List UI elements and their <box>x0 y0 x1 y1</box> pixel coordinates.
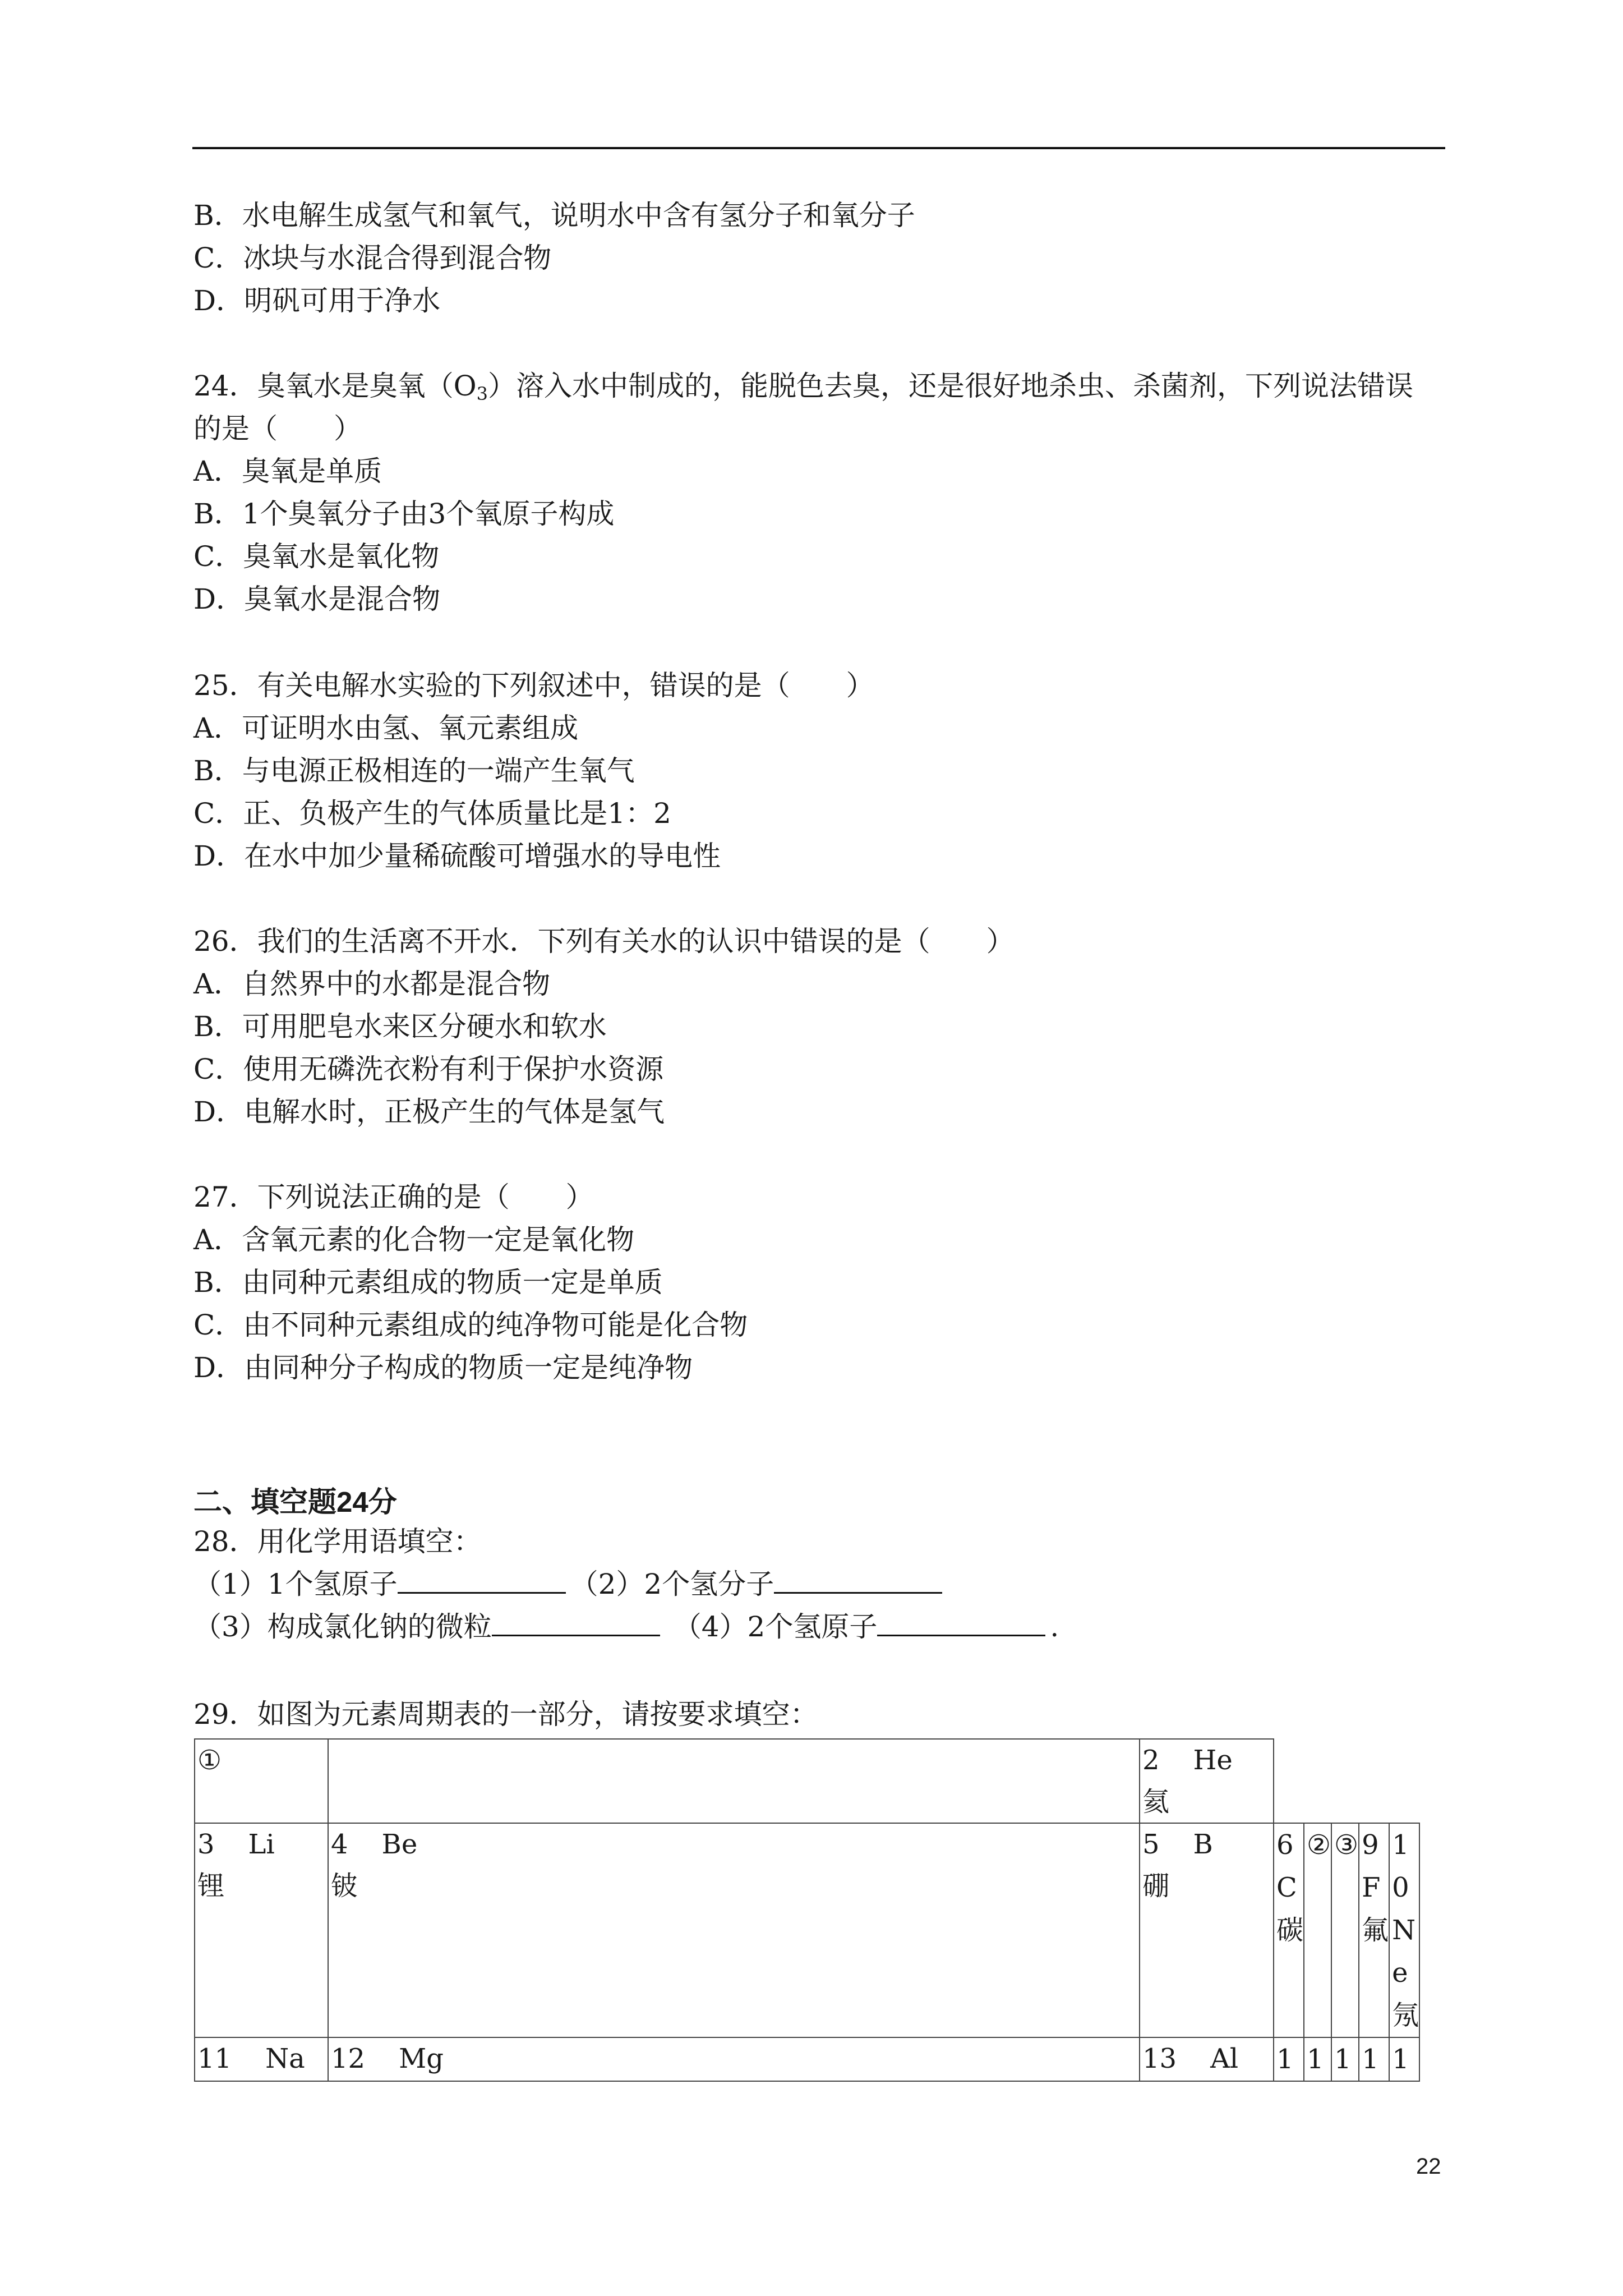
cell-truncated: 1 <box>1331 2037 1359 2081</box>
cell-truncated: 1 <box>1359 2037 1389 2081</box>
answer-blank[interactable] <box>398 1567 566 1594</box>
cell-f: 9F氟 <box>1359 1823 1389 2037</box>
option-b: B．由同种元素组成的物质一定是单质 <box>193 1266 663 1299</box>
cell-3: ③ <box>1331 1823 1359 2037</box>
option-c: C．正、负极产生的气体质量比是1：2 <box>193 797 671 830</box>
option-a: A．可证明水由氢、氧元素组成 <box>193 712 579 744</box>
option-d: D．由同种分子构成的物质一定是纯净物 <box>193 1351 693 1384</box>
table-row <box>195 2037 1419 2081</box>
cell-he: 2 He 氦 <box>1140 1739 1274 1823</box>
cell-al: 13 Al <box>1140 2037 1274 2081</box>
cell-ne: 10Ne氖 <box>1389 1823 1419 2037</box>
answer-blank[interactable] <box>492 1610 660 1636</box>
question-25 <box>193 664 874 877</box>
fill-line-2: （3）构成氯化钠的微粒 （4）2个氢原子 . <box>193 1611 1059 1643</box>
cell-truncated: 1 <box>1389 2037 1419 2081</box>
option-b: B．与电源正极相连的一端产生氧气 <box>193 754 635 787</box>
cell-mg: 12 Mg <box>328 2037 1140 2081</box>
fill-line-1: （1）1个氢原子 （2）2个氢分子 <box>193 1563 1059 1605</box>
cell-na: 11 Na <box>195 2037 328 2081</box>
question-stem-cont: 的是（ ） <box>193 412 362 445</box>
section-title: 二、填空题24分 <box>193 1486 397 1518</box>
question-stem: 27．下列说法正确的是（ ） <box>193 1181 594 1213</box>
option-a: A．含氧元素的化合物一定是氧化物 <box>193 1223 635 1256</box>
option-c: C．由不同种元素组成的纯净物可能是化合物 <box>193 1309 748 1341</box>
option-c: C．冰块与水混合得到混合物 <box>193 242 552 274</box>
option-b: B．水电解生成氢气和氧气，说明水中含有氢分子和氧分子 <box>193 199 915 232</box>
cell-c: 6C碳 <box>1274 1823 1304 2037</box>
cell-empty <box>328 1739 1140 1823</box>
cell-b: 5 B 硼 <box>1140 1823 1274 2037</box>
option-d: D．在水中加少量稀硫酸可增强水的导电性 <box>193 840 721 872</box>
table-row <box>195 1739 1419 1823</box>
cell-truncated: 1 <box>1274 2037 1304 2081</box>
header-rule <box>192 147 1445 149</box>
question-24 <box>193 365 1413 620</box>
option-d: D．明矾可用于净水 <box>193 284 441 317</box>
page-number: 22 <box>1416 2154 1441 2179</box>
option-a: A．自然界中的水都是混合物 <box>193 968 551 1000</box>
question-stem: 28．用化学用语填空： <box>193 1525 482 1558</box>
table-row <box>195 1823 1419 2037</box>
cell-1: ① <box>195 1739 328 1823</box>
answer-blank[interactable] <box>774 1567 942 1594</box>
question-27 <box>193 1176 748 1389</box>
option-a: A．臭氧是单质 <box>193 455 382 487</box>
question-29-stem: 29．如图为元素周期表的一部分，请按要求填空： <box>193 1698 818 1731</box>
answer-blank[interactable] <box>877 1610 1045 1636</box>
cell-truncated: 1 <box>1304 2037 1331 2081</box>
question-stem: 25．有关电解水实验的下列叙述中，错误的是（ ） <box>193 669 874 702</box>
question-28 <box>193 1520 1059 1648</box>
cell-be: 4 Be 铍 <box>328 1823 1140 2037</box>
option-c: C．臭氧水是氧化物 <box>193 540 440 573</box>
question-stem: 26．我们的生活离不开水．下列有关水的认识中错误的是（ ） <box>193 925 1015 958</box>
option-b: B．1个臭氧分子由3个氧原子构成 <box>193 498 615 530</box>
question-26 <box>193 920 1015 1133</box>
option-b: B．可用肥皂水来区分硬水和软水 <box>193 1010 607 1043</box>
periodic-table <box>194 1738 1420 2082</box>
option-c: C．使用无磷洗衣粉有利于保护水资源 <box>193 1053 664 1085</box>
cell-li: 3 Li 锂 <box>195 1823 328 2037</box>
cell-2: ② <box>1304 1823 1331 2037</box>
option-d: D．臭氧水是混合物 <box>193 583 441 615</box>
question-stem: 24．臭氧水是臭氧$(O_3)$溶入水中制成的，能脱色去臭，还是很好地杀虫、杀菌剂，下列说法错误 <box>193 370 1413 404</box>
option-d: D．电解水时，正极产生的气体是氢气 <box>193 1096 665 1128</box>
question-23-options <box>193 194 915 322</box>
